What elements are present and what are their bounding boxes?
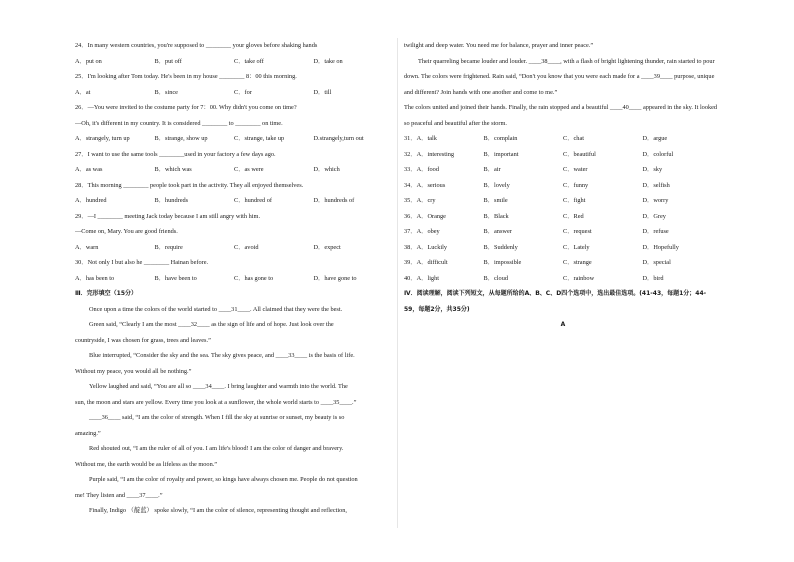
option: D．Grey <box>642 212 666 220</box>
option: D．argue <box>642 135 668 142</box>
passage-line: Purple said, “I am the color of royalty and power, so kings have always chosen me. People do not question <box>89 476 358 483</box>
question-29-reply: —Come on, Mary. You are good friends. <box>75 228 178 235</box>
option: C．fight <box>563 197 586 204</box>
option: D．worry <box>642 197 669 204</box>
options-29 <box>75 240 393 256</box>
option: D．sky <box>642 166 663 173</box>
option: 38．A．Luckily <box>404 243 448 251</box>
option-row <box>404 193 722 209</box>
passage-line: me! They listen and ____37____.” <box>75 491 163 499</box>
section-heading-cloze: Ⅲ．完形填空（15分） <box>75 290 138 297</box>
option-row <box>404 224 722 240</box>
option: B．lovely <box>483 181 510 189</box>
passage-line: The colors united and joined their hands. Finally, the rain stopped and a beautiful ____40____ appeared in the sky. It looked <box>404 104 718 111</box>
option: B．strange, show up <box>154 135 208 142</box>
option: C．take off <box>234 57 264 65</box>
option: B．hundreds <box>154 197 189 204</box>
passage-line: sun, the moon and stars are yellow. Every time you look at a sunflower, the whole world starts to ____35____.” <box>75 398 357 406</box>
options-24 <box>75 54 393 70</box>
options-30 <box>75 271 393 287</box>
passage-line: Their quarreling became louder and louder. ____38____, with a flash of bright lightening thunder, rain started to pour <box>418 57 715 65</box>
option: A．warn <box>75 243 99 251</box>
option: B．put off <box>154 57 182 65</box>
option: C．water <box>563 166 588 173</box>
option: B．air <box>483 166 501 173</box>
option: A．at <box>75 88 91 96</box>
option: C．Lately <box>563 243 590 251</box>
option: D．have gone to <box>313 274 357 282</box>
option: C．funny <box>563 181 589 189</box>
option: A．has been to <box>75 274 115 282</box>
passage-line: Green said, “Clearly I am the most ____32____ as the sign of life and of hope. Just look over the <box>89 321 334 328</box>
left-column <box>75 38 393 519</box>
option: C．hundred of <box>234 197 272 204</box>
option: D．take on <box>313 57 343 65</box>
option-row <box>404 178 722 194</box>
option-row <box>404 147 722 163</box>
option: B．smile <box>483 197 508 204</box>
option-row <box>404 209 722 225</box>
passage-line: Without me, the earth would be as lifeless as the moon.” <box>75 460 218 468</box>
option: D．which <box>313 166 340 173</box>
option: D．bird <box>642 274 664 282</box>
option-row <box>404 131 722 147</box>
options-26 <box>75 131 393 147</box>
option: B．since <box>154 88 178 96</box>
option: 33．A．food <box>404 166 439 173</box>
option: C．rainbow <box>563 274 595 282</box>
option: D．Hopefully <box>642 243 679 251</box>
option: D．till <box>313 88 332 96</box>
option: D．colorful <box>642 150 674 158</box>
option: 31．A．talk <box>404 135 437 142</box>
option: B．require <box>154 243 183 251</box>
options-25 <box>75 85 393 101</box>
question-30: 30．Not only I but also he ________ Hainan before. <box>75 259 209 266</box>
option: 34．A．serious <box>404 181 446 189</box>
question-28: 28．This morning ________ people took part in the activity. They all enjoyed themselves. <box>75 181 304 189</box>
question-29: 29．—I ________ meeting Jack today because I am still angry with him. <box>75 212 261 220</box>
passage-line: and different? Join hands with one another and come to me.” <box>404 88 558 96</box>
option: C．has gone to <box>234 274 274 282</box>
passage-line: ____36____ said, “I am the color of strength. When I fill the sky at sunrise or sunset, my beauty is so <box>89 414 345 421</box>
option: B．answer <box>483 228 512 235</box>
option: A．strangely, turn up <box>75 135 130 142</box>
option: B．Suddenly <box>483 243 518 251</box>
passage-line: so peaceful and beautiful after the storm. <box>404 119 507 127</box>
option: 39．A．difficult <box>404 259 448 266</box>
section-heading-reading-cont: 59，每题2分，共35分) <box>404 305 470 313</box>
passage-label-a: A <box>560 321 566 328</box>
option-row <box>404 255 722 271</box>
option: C．beautiful <box>563 150 596 158</box>
question-26: 26．—You were invited to the costume party for 7：00. Why didn't you come on time? <box>75 104 297 111</box>
option: 37．A．obey <box>404 228 440 235</box>
option: C．for <box>234 88 252 96</box>
passage-line: Yellow laughed and said, “You are all so ____34____. I bring laughter and warmth into the world. The <box>89 383 348 390</box>
passage-line: Red shouted out, “I am the ruler of all of you. I am life's blood! I am the color of danger and bravery. <box>89 445 344 452</box>
passage-line: amazing.” <box>75 429 101 437</box>
option: C．strange <box>563 259 592 266</box>
option: 32．A．interesting <box>404 150 455 158</box>
option: A．hundred <box>75 197 107 204</box>
option-row <box>404 271 722 287</box>
question-25: 25．I'm looking after Tom today. He's been in my house ________ 8：00 this morning. <box>75 73 297 80</box>
option: D．expect <box>313 243 341 251</box>
question-24: 24．In many western countries, you're supposed to ________ your gloves before shaking hands <box>75 42 318 49</box>
column-divider <box>397 38 398 528</box>
option: D．refuse <box>642 228 669 235</box>
passage-line: down. The colors were frightened. Rain said, “Don't you know that you were each made for a ____39____ purpose, unique <box>404 73 715 80</box>
option: C．Red <box>563 212 584 220</box>
option: B．impossible <box>483 259 522 266</box>
option: B．which was <box>154 166 192 173</box>
right-column <box>404 38 722 333</box>
option: A．as was <box>75 166 103 173</box>
question-27: 27．I want to use the same tools ________used in your factory a few days ago. <box>75 150 276 158</box>
option: 35．A．cry <box>404 197 436 204</box>
options-27 <box>75 162 393 178</box>
passage-line: twilight and deep water. You need me for balance, prayer and inner peace.” <box>404 42 594 49</box>
cloze-options-list <box>404 131 722 286</box>
option: D．hundreds of <box>313 197 355 204</box>
option: 40．A．light <box>404 274 439 282</box>
option: C．as were <box>234 166 264 173</box>
option: C．strange, take up <box>234 135 285 142</box>
option: C．chat <box>563 135 584 142</box>
option: D．special <box>642 259 671 266</box>
option: C．request <box>563 228 592 235</box>
option: B．complain <box>483 135 518 142</box>
passage-line: Finally, Indigo （靛蓝） spoke slowly, “I am the color of silence, representing thought and reflection, <box>89 507 347 514</box>
question-26-reply: —Oh, it's different in my country. It is considered ________ to ________ on time. <box>75 119 283 127</box>
passage-line: countryside, I was chosen for grass, trees and leaves.” <box>75 336 211 344</box>
option-row <box>404 240 722 256</box>
passage-line: Once upon a time the colors of the world started to ____31____. All claimed that they were the best. <box>89 305 343 313</box>
passage-line: Blue interrupted, “Consider the sky and the sea. The sky gives peace, and ____33____ is the basis of life. <box>89 352 355 359</box>
passage-line: Without my peace, you would all be nothing.” <box>75 367 192 375</box>
option: A．put on <box>75 57 102 65</box>
option: D.strangely,turn out <box>313 135 364 142</box>
option: B．important <box>483 150 519 158</box>
options-28 <box>75 193 393 209</box>
option-row <box>404 162 722 178</box>
option: B．have been to <box>154 274 197 282</box>
section-heading-reading: Ⅳ．阅读理解，阅读下列短文，从每题所给的A、B、C、D四个选项中，选出最佳选项。(41-43，每题1分；44- <box>404 290 707 297</box>
option: B．Black <box>483 212 509 220</box>
option: C．avoid <box>234 243 259 251</box>
option: B．cloud <box>483 274 508 282</box>
option: D．selfish <box>642 181 670 189</box>
option: 36．A．Orange <box>404 212 446 220</box>
